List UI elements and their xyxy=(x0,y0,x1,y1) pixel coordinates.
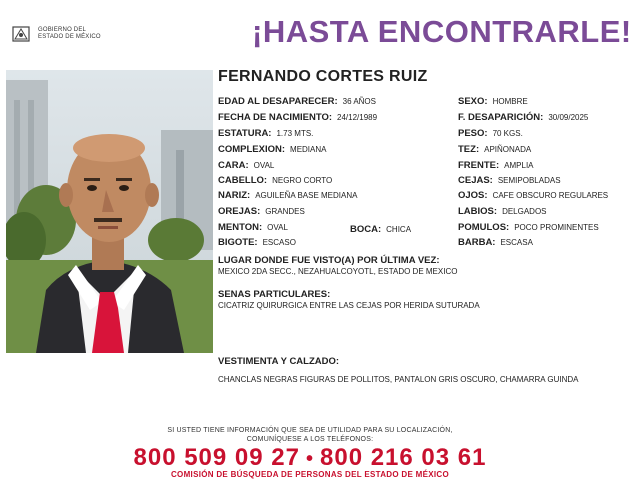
person-photo xyxy=(6,70,213,353)
field-forehead-label: FRENTE: xyxy=(458,160,500,171)
field-build-value: MEDIANA xyxy=(290,145,327,154)
field-mustache-label: BIGOTE: xyxy=(218,237,258,248)
field-sex xyxy=(458,96,528,107)
field-ears xyxy=(218,206,305,217)
field-birthdate-label: FECHA DE NACIMIENTO: xyxy=(218,112,332,123)
headline: ¡HASTA ENCONTRARLE! xyxy=(252,14,632,49)
field-age xyxy=(218,96,376,107)
last-seen-label: LUGAR DONDE FUE VISTO(A) POR ÚLTIMA VEZ: xyxy=(218,255,440,266)
phone-number-2[interactable]: 800 216 03 61 xyxy=(320,444,487,471)
field-lips xyxy=(458,206,547,217)
person-name: FERNANDO CORTES RUIZ xyxy=(218,68,428,85)
field-nose xyxy=(218,190,357,201)
field-hair-value: NEGRO CORTO xyxy=(272,176,333,185)
field-beard-label: BARBA: xyxy=(458,237,496,248)
clothing-text: CHANCLAS NEGRAS FIGURAS DE POLLITOS, PANTALON GRIS OSCURO, CHAMARRA GUINDA xyxy=(218,375,579,384)
field-height-label: ESTATURA: xyxy=(218,128,272,139)
state-seal-icon xyxy=(10,23,32,45)
field-hair xyxy=(218,175,332,186)
field-forehead-value: AMPLIA xyxy=(504,161,534,170)
field-complexion-label: TEZ: xyxy=(458,144,480,155)
field-disappearance-date-value: 30/09/2025 xyxy=(548,113,589,122)
government-logo xyxy=(10,22,120,46)
field-chin xyxy=(218,222,288,233)
field-birthdate xyxy=(218,112,377,123)
field-sex-value: HOMBRE xyxy=(492,97,528,106)
field-disappearance-date xyxy=(458,112,588,123)
phone-numbers xyxy=(0,444,620,472)
field-nose-value: AGUILEÑA BASE MEDIANA xyxy=(255,191,358,200)
field-forehead xyxy=(458,160,534,171)
government-name xyxy=(38,27,101,41)
field-build xyxy=(218,144,326,155)
last-seen-text: MEXICO 2DA SECC., NEZAHUALCOYOTL, ESTADO DE MEXICO xyxy=(218,267,458,276)
field-eyes xyxy=(458,190,608,201)
field-weight-label: PESO: xyxy=(458,128,488,139)
field-ears-label: OREJAS: xyxy=(218,206,261,217)
field-nose-label: NARIZ: xyxy=(218,190,251,201)
field-mustache-value: ESCASO xyxy=(262,238,296,247)
field-height-value: 1.73 MTS. xyxy=(276,129,314,138)
marks-label: SENAS PARTICULARES: xyxy=(218,289,331,300)
field-mouth xyxy=(350,224,411,235)
phone-number-1[interactable]: 800 509 09 27 xyxy=(133,444,300,471)
field-mouth-label: BOCA: xyxy=(350,224,382,235)
field-eyes-label: OJOS: xyxy=(458,190,488,201)
field-chin-value: OVAL xyxy=(267,223,288,232)
field-eyes-value: CAFE OBSCURO REGULARES xyxy=(492,191,609,200)
field-age-value: 36 AÑOS xyxy=(342,97,376,106)
field-eyebrows-label: CEJAS: xyxy=(458,175,493,186)
field-complexion xyxy=(458,144,531,155)
clothing-label: VESTIMENTA Y CALZADO: xyxy=(218,356,340,367)
field-hair-label: CABELLO: xyxy=(218,175,268,186)
field-ears-value: GRANDES xyxy=(265,207,305,216)
field-sex-label: SEXO: xyxy=(458,96,488,107)
contact-note-line-2: COMUNÍQUESE A LOS TELÉFONOS: xyxy=(246,436,374,443)
field-age-label: EDAD AL DESAPARECER: xyxy=(218,96,338,107)
gov-line-2: ESTADO DE MÉXICO xyxy=(38,34,101,40)
field-face-value: OVAL xyxy=(253,161,275,170)
field-cheekbones xyxy=(458,222,599,233)
field-complexion-value: APIÑONADA xyxy=(484,145,532,154)
field-lips-value: DELGADOS xyxy=(502,207,547,216)
field-beard xyxy=(458,237,533,248)
field-birthdate-value: 24/12/1989 xyxy=(337,113,378,122)
gov-line-1: GOBIERNO DEL xyxy=(38,27,87,33)
field-weight-value: 70 KGS. xyxy=(492,129,523,138)
field-beard-value: ESCASA xyxy=(500,238,533,247)
field-cheekbones-label: POMULOS: xyxy=(458,222,510,233)
field-disappearance-date-label: F. DESAPARICIÓN: xyxy=(458,112,544,123)
field-chin-label: MENTON: xyxy=(218,222,263,233)
field-weight xyxy=(458,128,523,139)
field-cheekbones-value: POCO PROMINENTES xyxy=(514,223,599,232)
field-mustache xyxy=(218,237,296,248)
field-height xyxy=(218,128,313,139)
field-face-label: CARA: xyxy=(218,160,249,171)
contact-note-line-1: SI USTED TIENE INFORMACIÓN QUE SEA DE UTILIDAD PARA SU LOCALIZACIÓN, xyxy=(167,427,453,434)
phone-separator: • xyxy=(305,448,314,470)
field-mouth-value: CHICA xyxy=(386,225,412,234)
field-eyebrows-value: SEMIPOBLADAS xyxy=(497,176,561,185)
commission-name: COMISIÓN DE BÚSQUEDA DE PERSONAS DEL ESTADO DE MÉXICO xyxy=(170,470,449,479)
marks-text: CICATRIZ QUIRURGICA ENTRE LAS CEJAS POR HERIDA SUTURADA xyxy=(218,301,480,310)
field-face xyxy=(218,160,274,171)
field-lips-label: LABIOS: xyxy=(458,206,498,217)
field-build-label: COMPLEXION: xyxy=(218,144,286,155)
field-eyebrows xyxy=(458,175,561,186)
